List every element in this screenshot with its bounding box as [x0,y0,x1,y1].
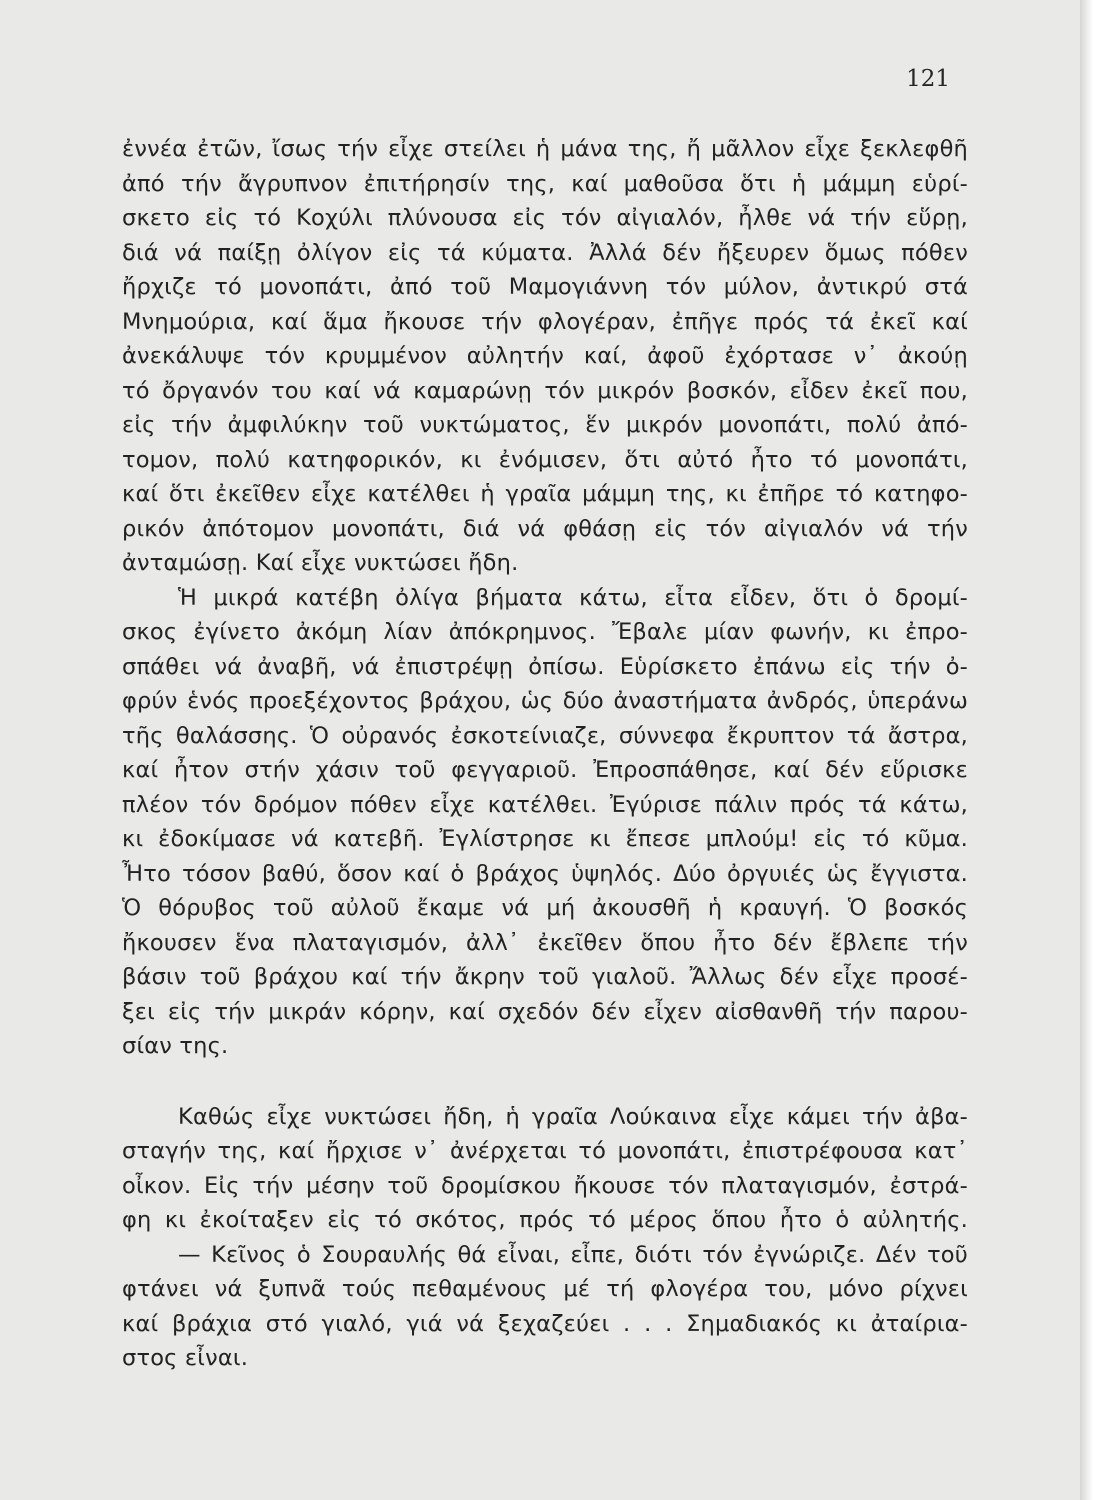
text-line: καί ἦτον στήν χάσιν τοῦ φεγγαριοῦ. Ἐπροσπάθησε, καί δέν εὕρισκε [122,757,968,783]
page-number: 121 [906,66,950,92]
text-line: Καθώς εἶχε νυκτώσει ἤδη, ἡ γραῖα Λούκαινα εἶχε κάμει τήν ἀβα- [178,1103,968,1130]
text-line: κι ἐδοκίμασε νά κατεβῆ. Ἐγλίστρησε κι ἔπεσε μπλούμ! εἰς τό κῦμα. [122,826,968,852]
text-line: ἤκουσεν ἕνα πλαταγισμόν, ἀλλ᾽ ἐκεῖθεν ὅπου ἦτο δέν ἔβλεπε τήν [122,929,968,956]
text-line: φτάνει νά ξυπνᾶ τούς πεθαμένους μέ τή φλογέρα του, μόνο ρίχνει [122,1276,968,1302]
text-line: φη κι ἐκοίταξεν εἰς τό σκότος, πρός τό μέρος ὅπου ἦτο ὁ αὐλητής. [122,1207,968,1233]
text-line: καί βράχια στό γιαλό, γιά νά ξεχαζεύει . . . Σημαδιακός κι ἀταίρια- [122,1310,968,1337]
text-line: διά νά παίξῃ ὀλίγον εἰς τά κύματα. Ἀλλά δέν ἤξευρεν ὅμως πόθεν [122,239,968,266]
text-line: φρύν ἑνός προεξέχοντος βράχου, ὡς δύο ἀναστήματα ἀνδρός, ὑπεράνω [122,688,968,714]
text-line: ἀπό τήν ἄγρυπνον ἐπιτήρησίν της, καί μαθοῦσα ὅτι ἡ μάμμη εὑρί- [122,170,968,197]
section-gap [122,1064,968,1100]
text-line: σπάθει νά ἀναβῆ, νά ἐπιστρέψῃ ὀπίσω. Εὑρίσκετο ἐπάνω εἰς τήν ὀ- [122,653,968,680]
text-line: πλέον τόν δρόμον πόθεν εἶχε κατέλθει. Ἐγύρισε πάλιν πρός τά κάτω, [122,791,968,818]
text-line: ἤρχιζε τό μονοπάτι, ἀπό τοῦ Μαμογιάννη τόν μύλον, ἀντικρύ στά [122,274,968,300]
paragraph-2 [122,581,968,1064]
text-line: ρικόν ἀπότομον μονοπάτι, διά νά φθάσῃ εἰς τόν αἰγιαλόν νά τήν [122,515,968,542]
text-line: οἶκον. Εἰς τήν μέσην τοῦ δρομίσκου ἤκουσε τόν πλαταγισμόν, ἐστρά- [122,1172,968,1199]
text-line: ἀνταμώσῃ. Καί εἶχε νυκτώσει ἤδη. [122,550,519,576]
text-line: εἰς τήν ἀμφιλύκην τοῦ νυκτώματος, ἕν μικρόν μονοπάτι, πολύ ἀπό- [122,412,968,438]
text-line: Ἡ μικρά κατέβη ὀλίγα βήματα κάτω, εἶτα εἶδεν, ὅτι ὁ δρομί- [178,584,968,611]
paragraph-3 [122,1100,968,1376]
text-line: βάσιν τοῦ βράχου καί τήν ἄκρην τοῦ γιαλοῦ. Ἄλλως δέν εἶχε προσέ- [122,964,968,990]
text-line: Ὁ θόρυβος τοῦ αὐλοῦ ἔκαμε νά μή ἀκουσθῆ ἡ κραυγή. Ὁ βοσκός [122,895,968,921]
text-line: ἐννέα ἐτῶν, ἴσως τήν εἶχε στείλει ἡ μάνα της, ἤ μᾶλλον εἶχε ξεκλεφθῆ [122,136,968,162]
text-line: Ἦτο τόσον βαθύ, ὅσον καί ὁ βράχος ὑψηλός. Δύο ὀργυιές ὡς ἔγγιστα. [122,860,968,887]
body-text [122,132,968,1376]
text-line: ἀνεκάλυψε τόν κρυμμένον αὐλητήν καί, ἀφοῦ ἐχόρτασε ν᾽ ἀκούῃ [122,343,968,369]
text-line: τό ὄργανόν του καί νά καμαρώνῃ τόν μικρόν βοσκόν, εἶδεν ἐκεῖ που, [122,377,968,404]
text-line: ξει εἰς τήν μικράν κόρην, καί σχεδόν δέν εἶχεν αἰσθανθῆ τήν παρου- [122,998,968,1025]
text-line: σκετο εἰς τό Κοχύλι πλύνουσα εἰς τόν αἰγιαλόν, ἦλθε νά τήν εὕρῃ, [122,205,968,231]
text-line: τῆς θαλάσσης. Ὁ οὐρανός ἐσκοτείνιαζε, σύννεφα ἔκρυπτον τά ἄστρα, [122,722,968,749]
text-line: — Κεῖνος ὁ Σουραυλής θά εἶναι, εἶπε, διότι τόν ἐγνώριζε. Δέν τοῦ [178,1241,968,1268]
text-line: Μνημούρια, καί ἅμα ἤκουσε τήν φλογέραν, ἐπῆγε πρός τά ἐκεῖ καί [122,308,968,335]
text-line: τομον, πολύ κατηφορικόν, κι ἐνόμισεν, ὅτι αὐτό ἦτο τό μονοπάτι, [122,446,968,473]
text-line: στος εἶναι. [122,1345,249,1371]
paragraph-1 [122,132,968,581]
text-line: σκος ἐγίνετο ἀκόμη λίαν ἀπόκρημνος. Ἔβαλε μίαν φωνήν, κι ἐπρο- [122,619,968,645]
text-line: σταγήν της, καί ἤρχισε ν᾽ ἀνέρχεται τό μονοπάτι, ἐπιστρέφουσα κατ᾽ [122,1138,968,1164]
text-line: καί ὅτι ἐκεῖθεν εἶχε κατέλθει ἡ γραῖα μάμμη της, κι ἐπῆρε τό κατηφο- [122,481,968,507]
text-line: σίαν της. [122,1033,229,1059]
page-edge-shadow [1080,0,1102,1500]
